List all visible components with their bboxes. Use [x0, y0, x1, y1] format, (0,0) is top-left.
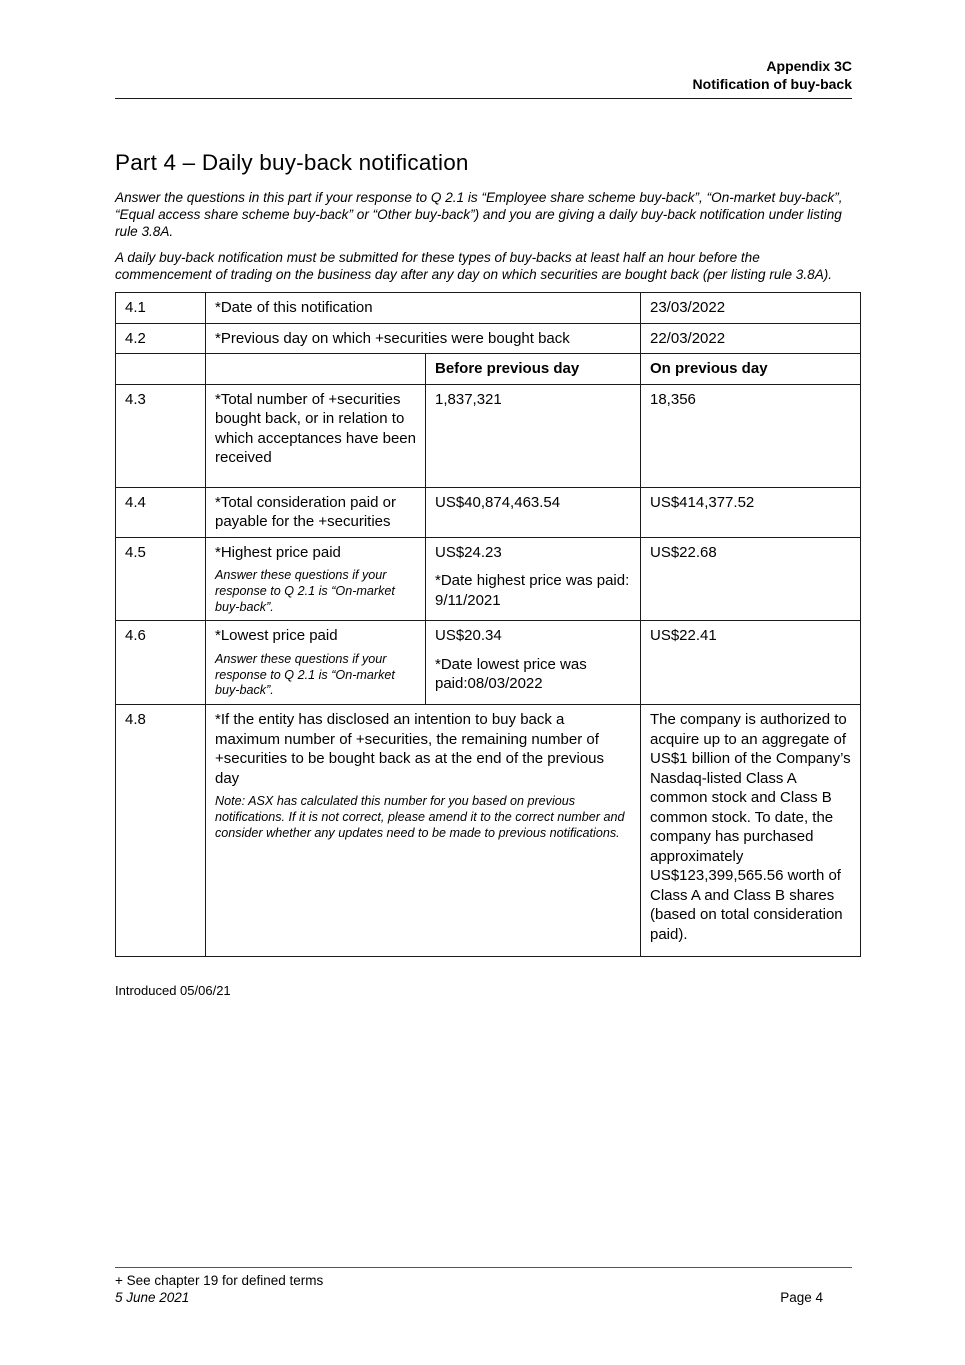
- question-cell-4-5: [206, 537, 426, 621]
- question-number-4-3: 4.3: [116, 384, 206, 487]
- answer-4-6-before: [426, 621, 641, 705]
- question-number-4-2: 4.2: [116, 323, 206, 354]
- question-number-4-4: 4.4: [116, 487, 206, 537]
- question-label-4-3: *Total number of +securities bought back, or in relation to which acceptances have been received: [206, 384, 426, 487]
- question-cell-4-8: [206, 705, 641, 957]
- intro-paragraph-2: A daily buy-back notification must be submitted for these types of buy-backs at least half an hour before the commencement of trading on the business day after any day on which securities are bought back (per listing rule 3.8A).: [115, 250, 833, 282]
- question-number-4-8: 4.8: [116, 705, 206, 957]
- column-header-on-previous-day: On previous day: [641, 354, 861, 385]
- question-label-4-4: *Total consideration paid or payable for the +securities: [206, 487, 426, 537]
- answer-4-5-before-price: US$24.23: [435, 543, 502, 561]
- intro-paragraph-1: Answer the questions in this part if your response to Q 2.1 is “Employee share scheme buy-back”, “On-market buy-back”, “Equal access share scheme buy-back” or “Other buy-back”) and you are giving a daily buy-back notification under listing rule 3.8A.: [115, 190, 843, 239]
- footer-left: [115, 1273, 323, 1306]
- answer-4-6-before-date: *Date lowest price was paid:08/03/2022: [435, 655, 587, 693]
- question-number-4-5: 4.5: [116, 537, 206, 621]
- answer-4-2: 22/03/2022: [641, 323, 861, 354]
- answer-4-5-before-date: *Date highest price was paid: 9/11/2021: [435, 572, 630, 609]
- answer-4-5-on: US$22.68: [641, 537, 861, 621]
- empty-cell: [206, 354, 426, 385]
- answer-4-6-before-price: US$20.34: [435, 627, 502, 645]
- answer-4-5-before: [426, 537, 641, 621]
- empty-cell: [116, 354, 206, 385]
- table-row-4-3: [116, 384, 861, 487]
- question-label-4-6: *Lowest price paid: [215, 627, 338, 645]
- answer-4-4-on: US$414,377.52: [641, 487, 861, 537]
- buyback-notification-table: [115, 292, 861, 957]
- answer-4-6-on: US$22.41: [641, 621, 861, 705]
- answer-4-1: 23/03/2022: [641, 293, 861, 324]
- header-subtitle-label: Notification of buy-back: [692, 76, 852, 92]
- page-content: [115, 0, 860, 998]
- footer-page-number: Page 4: [780, 1289, 823, 1305]
- page-footer: [115, 1267, 852, 1306]
- answer-4-4-before: US$40,874,463.54: [426, 487, 641, 537]
- question-cell-4-6: [206, 621, 426, 705]
- table-row-4-2: [116, 323, 861, 354]
- footer-date: 5 June 2021: [115, 1289, 190, 1305]
- table-row-4-4: [116, 487, 861, 537]
- table-row-4-8: [116, 705, 861, 957]
- introduced-note: Introduced 05/06/21: [115, 983, 231, 999]
- question-label-4-8: *If the entity has disclosed an intention to buy back a maximum number of +securities, the remaining number of +securities to be bought back as at the end of the previous day: [215, 711, 605, 787]
- question-number-4-1: 4.1: [116, 293, 206, 324]
- table-row-4-1: [116, 293, 861, 324]
- table-row-4-5: [116, 537, 861, 621]
- document-header: [115, 0, 852, 93]
- question-note-4-8: Note: ASX has calculated this number for you based on previous notifications. If it is not correct, please amend it to the correct number and consider whether any updates need to be made to previous notifications.: [215, 794, 625, 840]
- footer-defined-terms: + See chapter 19 for defined terms: [115, 1273, 324, 1288]
- header-appendix-label: Appendix 3C: [766, 58, 852, 74]
- table-row-4-6: [116, 621, 861, 705]
- question-note-4-6: Answer these questions if your response to Q 2.1 is “On-market buy-back”.: [215, 651, 395, 698]
- column-header-before-previous-day: Before previous day: [426, 354, 641, 385]
- question-number-4-6: 4.6: [116, 621, 206, 705]
- page-title: Part 4 – Daily buy-back notification: [115, 150, 469, 175]
- table-column-header-row: [116, 354, 861, 385]
- question-label-4-1: *Date of this notification: [206, 293, 641, 324]
- question-note-4-5: Answer these questions if your response to Q 2.1 is “On-market buy-back”.: [215, 568, 395, 614]
- question-label-4-2: *Previous day on which +securities were bought back: [206, 323, 641, 354]
- answer-4-3-on: 18,356: [641, 384, 861, 487]
- header-rule: [115, 98, 852, 99]
- question-label-4-5: *Highest price paid: [215, 543, 341, 561]
- answer-4-3-before: 1,837,321: [426, 384, 641, 487]
- answer-4-8: The company is authorized to acquire up to an aggregate of US$1 billion of the Company’s Nasdaq-listed Class A common stock and Class B common stock. To date, the company has purchased approximately US$123,399,565.56 worth of Class A and Class B shares (based on total consideration paid).: [641, 705, 861, 957]
